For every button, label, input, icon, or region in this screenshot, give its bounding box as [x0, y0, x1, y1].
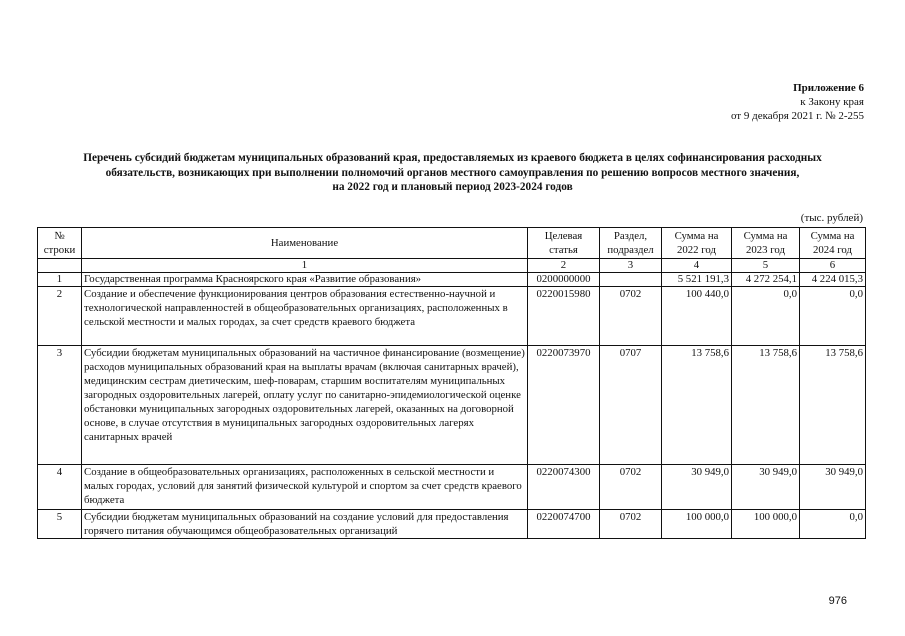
header-text: строки — [43, 244, 76, 256]
header-text: 2023 год — [745, 244, 786, 256]
header-sum-2024 — [800, 228, 866, 259]
column-number: 1 — [82, 259, 528, 273]
row-name: Субсидии бюджетам муниципальных образований на частичное финансирование (возмещение) расходов муниципальных образований края на выплаты врачам (включая санитарных врачей), медицинским сестрам диетическим, шеф-поварам, старшим воспитателям муниципальных загородных оздоровительных лагерей, оплату услуг по санитарно-эпидемиологической оценке обстановки муниципальных загородных оздоровительных лагерей, оказанных на договорной основе, в случае отсутствия в муниципальных загородных оздоровительных лагерях санитарных врачей — [82, 346, 528, 465]
row-name: Государственная программа Красноярского края «Развитие образования» — [82, 273, 528, 287]
column-number: 6 — [800, 259, 866, 273]
header-text: подраздел — [607, 244, 654, 256]
header-target-article — [528, 228, 600, 259]
row-name: Субсидии бюджетам муниципальных образований на создание условий для предоставления горячего питания обучающимся общеобразовательных организаций — [82, 510, 528, 539]
header-text: Наименование — [270, 237, 339, 249]
header-text: Раздел, — [613, 230, 648, 242]
document-title-line: обязательств, возникающих при выполнении полномочий органов местного самоуправления по решению вопросов местного значения, — [105, 166, 800, 179]
appendix-title: Приложение 6 — [793, 82, 864, 94]
row-number: 1 — [38, 273, 82, 287]
row-sum-2024: 0,0 — [800, 287, 866, 346]
row-section: 0702 — [600, 287, 662, 346]
header-text: 2022 год — [676, 244, 717, 256]
column-number: 2 — [528, 259, 600, 273]
document-title — [40, 151, 865, 195]
row-section: 0702 — [600, 465, 662, 510]
column-number — [38, 259, 82, 273]
row-section: 0707 — [600, 346, 662, 465]
column-number: 5 — [732, 259, 800, 273]
row-target-article: 0200000000 — [528, 273, 600, 287]
column-number: 3 — [600, 259, 662, 273]
row-number: 3 — [38, 346, 82, 465]
row-sum-2023: 0,0 — [732, 287, 800, 346]
header-text: статья — [549, 244, 578, 256]
row-sum-2023: 4 272 254,1 — [732, 273, 800, 287]
appendix-block — [731, 81, 864, 123]
row-target-article: 0220015980 — [528, 287, 600, 346]
header-text: 2024 год — [812, 244, 853, 256]
subsidies-table — [37, 227, 866, 539]
table-row — [38, 346, 866, 465]
row-sum-2024: 0,0 — [800, 510, 866, 539]
row-name: Создание в общеобразовательных организациях, расположенных в сельской местности и малых городах, условий для занятий физической культурой и спортом за счет средств краевого бюджета — [82, 465, 528, 510]
table-row — [38, 273, 866, 287]
row-sum-2024: 4 224 015,3 — [800, 273, 866, 287]
header-sum-2023 — [732, 228, 800, 259]
document-title-line: на 2022 год и плановый период 2023-2024 годов — [332, 181, 573, 193]
header-name — [82, 228, 528, 259]
row-number: 4 — [38, 465, 82, 510]
table-header-row — [38, 228, 866, 259]
row-target-article: 0220074300 — [528, 465, 600, 510]
header-text: Сумма на — [810, 230, 855, 242]
row-section: 0702 — [600, 510, 662, 539]
header-text: Сумма на — [743, 230, 788, 242]
header-section — [600, 228, 662, 259]
units-label: (тыс. рублей) — [800, 212, 863, 224]
row-sum-2022: 100 000,0 — [662, 510, 732, 539]
column-number: 4 — [662, 259, 732, 273]
page-number: 976 — [828, 595, 847, 607]
table-row — [38, 510, 866, 539]
row-section — [600, 273, 662, 287]
document-title-line: Перечень субсидий бюджетам муниципальных образований края, предоставляемых из краевого бюджета в целях софинансирования расходных — [83, 152, 822, 164]
table-row — [38, 287, 866, 346]
appendix-law-date: от 9 декабря 2021 г. № 2-255 — [730, 110, 864, 122]
row-sum-2023: 13 758,6 — [732, 346, 800, 465]
row-number: 5 — [38, 510, 82, 539]
appendix-law-reference: к Закону края — [800, 96, 864, 108]
row-target-article: 0220074700 — [528, 510, 600, 539]
header-text: Сумма на — [674, 230, 719, 242]
header-text: № — [54, 230, 65, 242]
header-sum-2022 — [662, 228, 732, 259]
row-sum-2022: 100 440,0 — [662, 287, 732, 346]
row-sum-2022: 30 949,0 — [662, 465, 732, 510]
row-sum-2024: 30 949,0 — [800, 465, 866, 510]
row-sum-2024: 13 758,6 — [800, 346, 866, 465]
row-sum-2022: 5 521 191,3 — [662, 273, 732, 287]
row-sum-2023: 30 949,0 — [732, 465, 800, 510]
row-number: 2 — [38, 287, 82, 346]
row-sum-2023: 100 000,0 — [732, 510, 800, 539]
header-text: Целевая — [544, 230, 583, 242]
row-target-article: 0220073970 — [528, 346, 600, 465]
row-sum-2022: 13 758,6 — [662, 346, 732, 465]
header-row-number — [38, 228, 82, 259]
column-number-row — [38, 259, 866, 273]
table-row — [38, 465, 866, 510]
row-name: Создание и обеспечение функционирования центров образования естественно-научной и технологической направленностей в общеобразовательных организациях, расположенных в сельской местности и малых городах, за счет средств краевого бюджета — [82, 287, 528, 346]
